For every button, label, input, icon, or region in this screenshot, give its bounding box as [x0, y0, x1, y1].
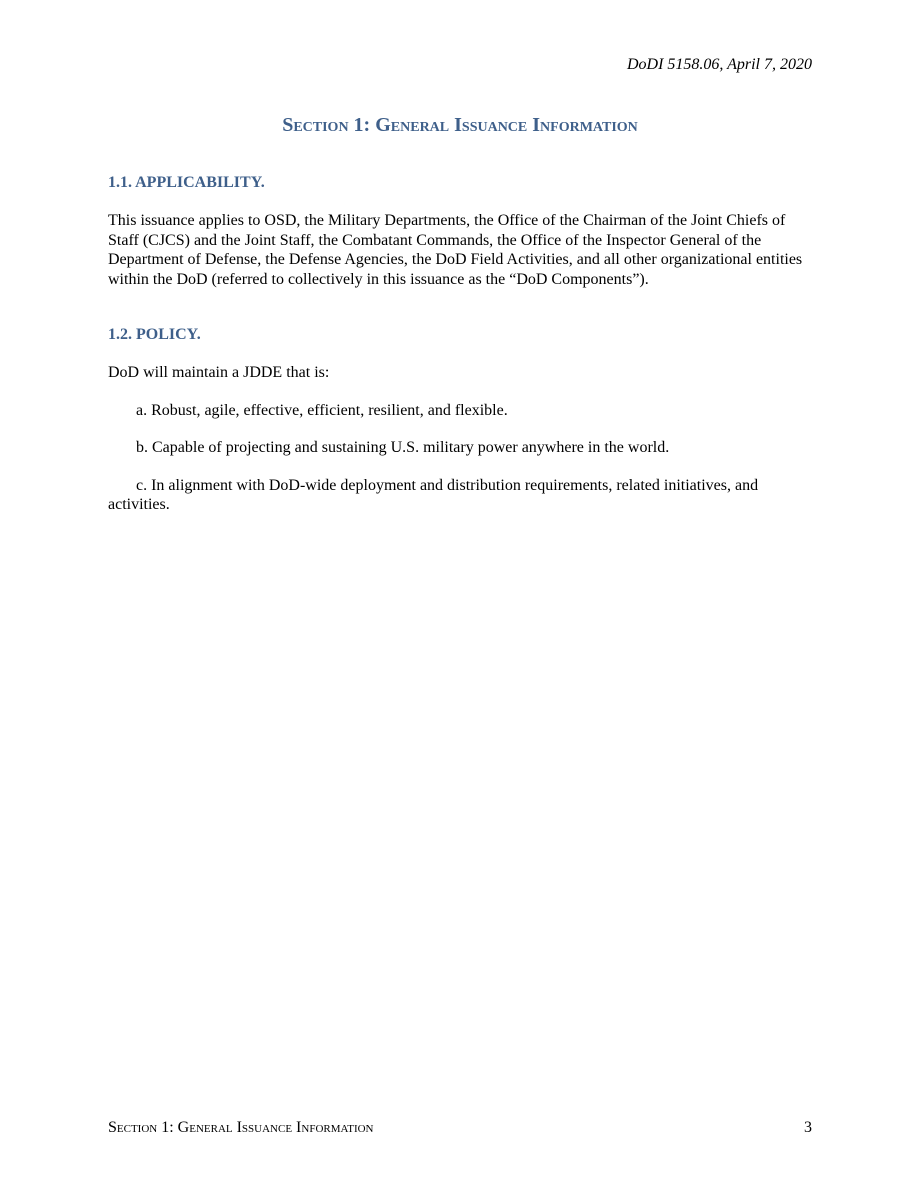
section-title: Section 1: General Issuance Information: [282, 114, 638, 136]
page-body: [108, 173, 812, 515]
page-number: 3: [804, 1119, 812, 1136]
applicability-heading: 1.1. APPLICABILITY.: [108, 174, 265, 191]
footer-section-label: Section 1: General Issuance Information: [108, 1119, 374, 1136]
policy-item-b: b. Capable of projecting and sustaining U.S. military power anywhere in the world.: [136, 439, 670, 456]
policy-item-a: a. Robust, agile, effective, efficient, resilient, and flexible.: [136, 401, 508, 419]
applicability-paragraph: This issuance applies to OSD, the Military Departments, the Office of the Chairman of the Joint Chiefs of Staff (CJCS) and the Joint Staff, the Combatant Commands, the Office of the Inspector General of the Department of Defense, the Defense Agencies, the DoD Field Activities, and all other organizational entities within the DoD (referred to collectively in this issuance as the “DoD Components”).: [108, 212, 803, 288]
policy-item-c: c. In alignment with DoD-wide deployment and distribution requirements, related initiatives, and activities.: [108, 476, 759, 513]
policy-heading: 1.2. POLICY.: [108, 326, 201, 343]
policy-intro: DoD will maintain a JDDE that is:: [108, 364, 330, 381]
running-header: DoDI 5158.06, April 7, 2020: [626, 56, 812, 73]
